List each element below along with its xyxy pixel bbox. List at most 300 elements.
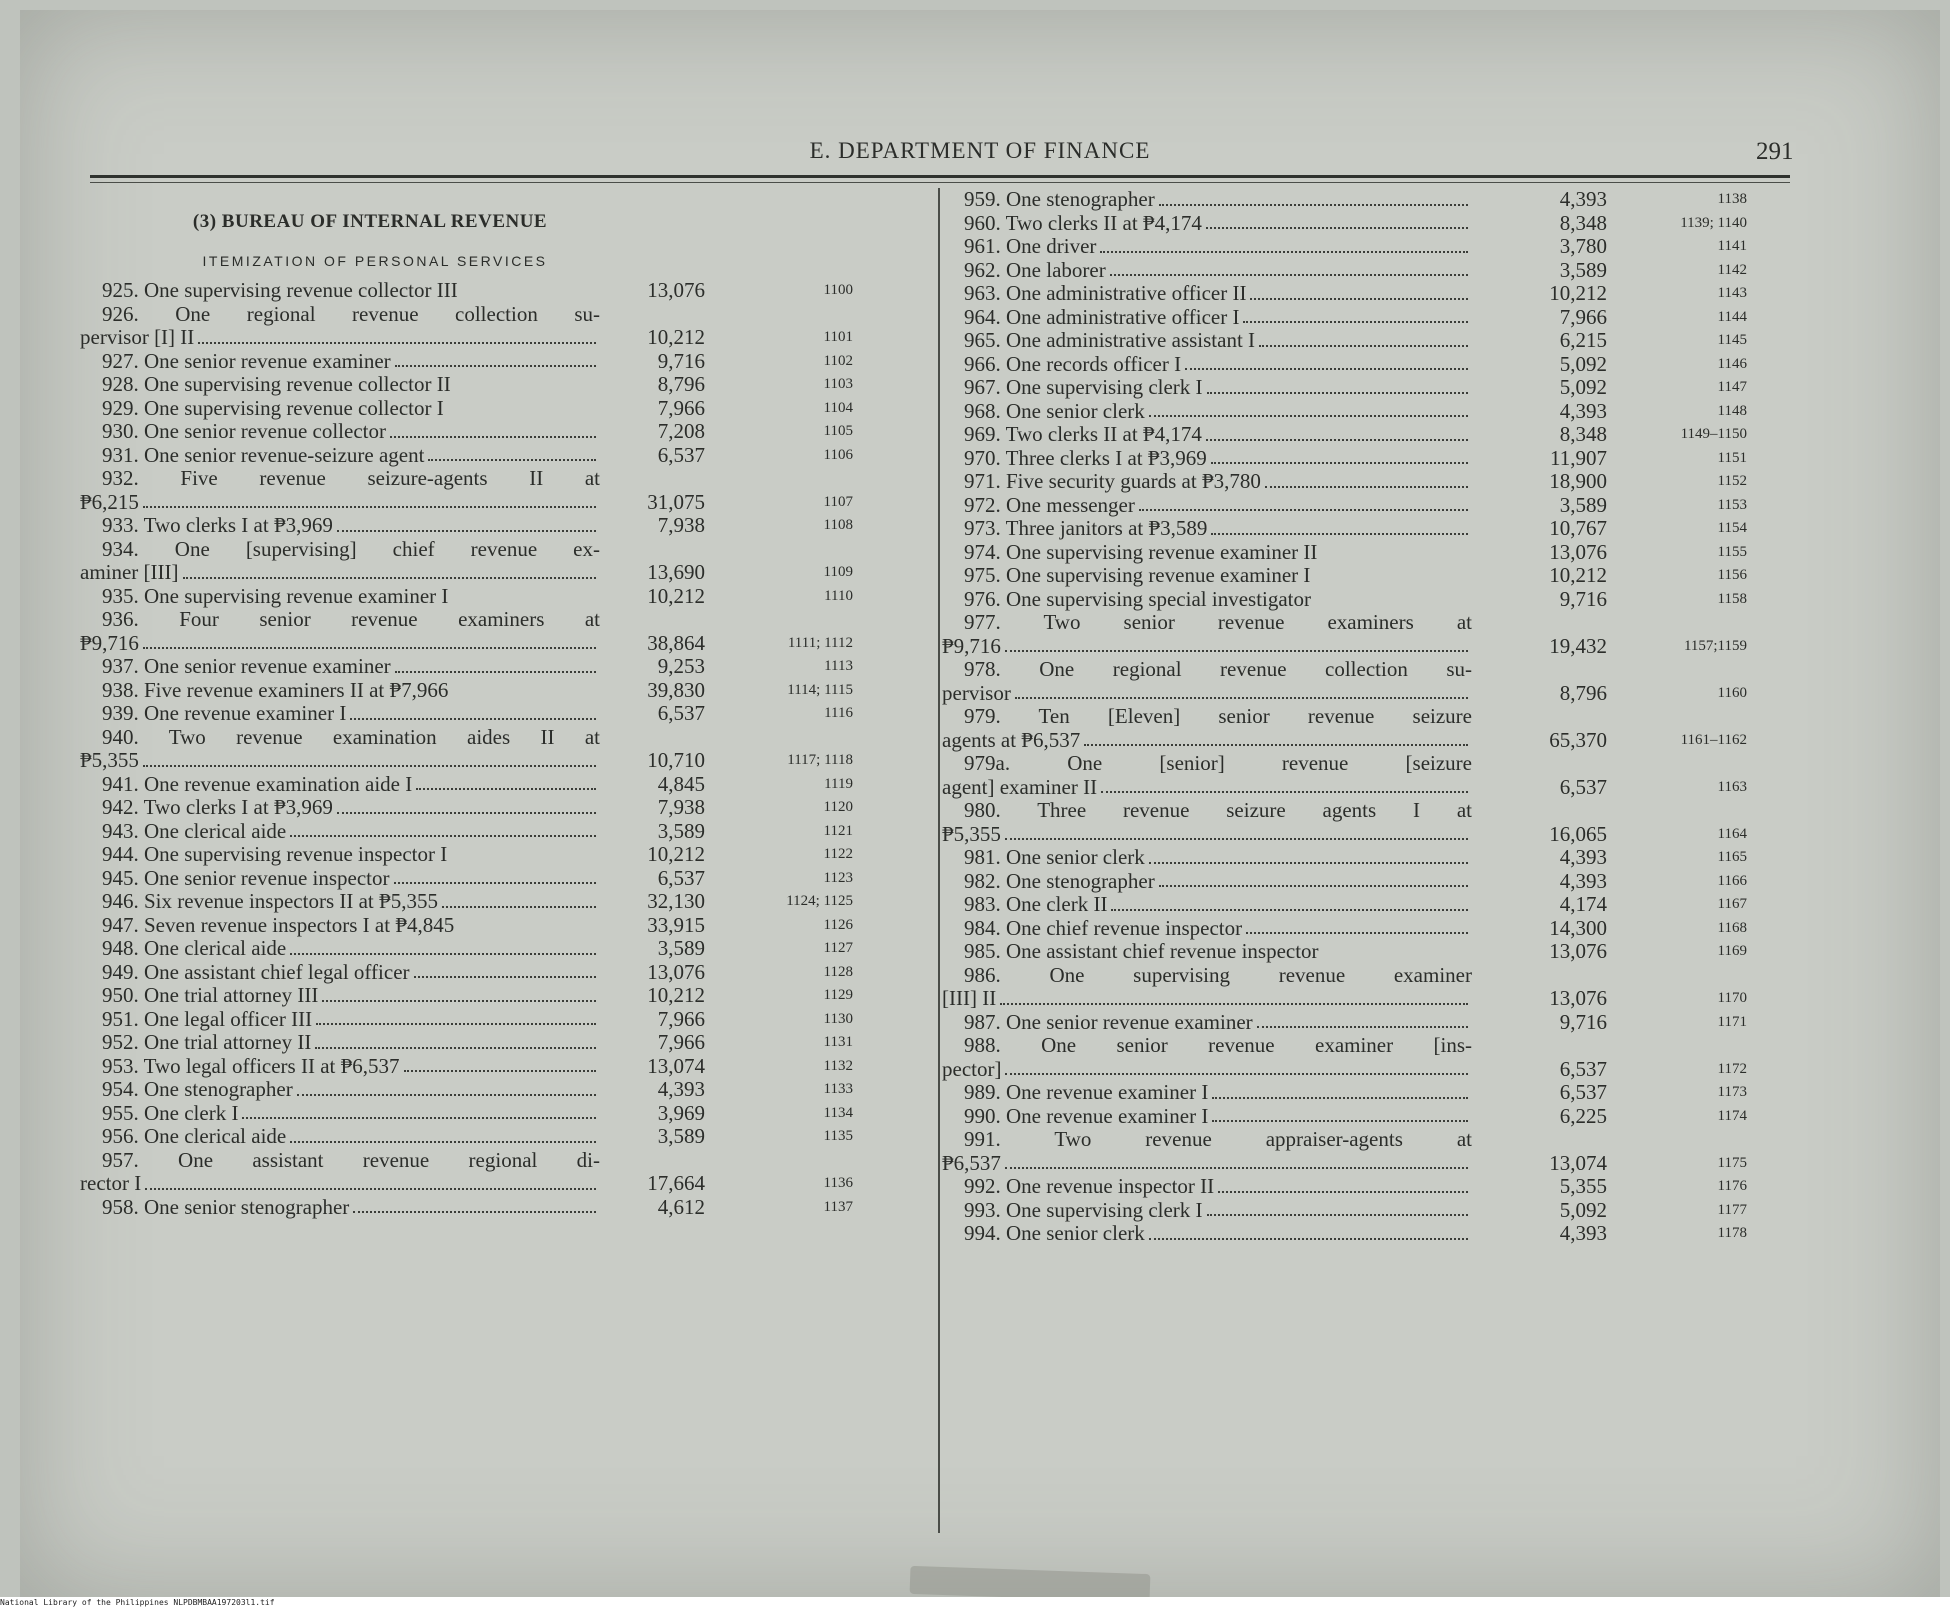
item-text: 976. One supervising special investigator xyxy=(964,586,1312,611)
item-text: 955. One clerk I xyxy=(102,1100,239,1125)
item-reference: 1170 xyxy=(1717,990,1747,1006)
item-line xyxy=(80,914,600,938)
item-amount: 3,589 xyxy=(1559,492,1607,517)
item-text: 942. Two clerks I at ₱3,969 xyxy=(102,795,333,819)
item-amount: 4,393 xyxy=(1559,187,1607,211)
budget-item-row xyxy=(942,188,1802,212)
item-description xyxy=(80,655,600,679)
dot-leader xyxy=(1243,306,1468,324)
item-line xyxy=(80,632,600,656)
item-reference: 1161–1162 xyxy=(1680,731,1747,748)
item-line xyxy=(80,514,600,538)
item-amount: 10,212 xyxy=(647,325,705,349)
dot-leader xyxy=(1149,846,1468,864)
item-text: 960. Two clerks II at ₱4,174 xyxy=(964,210,1202,235)
item-description xyxy=(942,846,1472,870)
item-line xyxy=(942,400,1472,424)
item-amount: 6,537 xyxy=(1559,1056,1607,1081)
item-line xyxy=(942,776,1472,800)
item-description xyxy=(80,1102,600,1126)
dot-leader xyxy=(458,914,596,932)
budget-item-row xyxy=(80,1055,930,1079)
item-reference: 1135 xyxy=(823,1128,853,1144)
budget-item-row xyxy=(80,303,930,350)
budget-item-row xyxy=(942,1011,1802,1035)
budget-item-row xyxy=(942,517,1802,541)
item-line xyxy=(942,893,1472,917)
item-description xyxy=(942,447,1472,471)
budget-item-row xyxy=(80,1149,930,1196)
dot-leader xyxy=(1315,588,1468,606)
item-line xyxy=(942,376,1472,400)
item-description xyxy=(80,914,600,938)
item-reference: 1132 xyxy=(823,1057,853,1074)
dot-leader xyxy=(143,749,596,767)
item-text: 970. Three clerks I at ₱3,969 xyxy=(964,445,1207,470)
item-description xyxy=(942,329,1472,353)
item-line xyxy=(80,1125,600,1149)
item-line xyxy=(80,867,600,891)
item-text: 940. Two revenue examination aides II at xyxy=(102,724,600,749)
item-description xyxy=(942,1011,1472,1035)
item-text: 951. One legal officer III xyxy=(102,1006,313,1031)
item-amount: 13,076 xyxy=(1549,986,1607,1010)
dot-leader xyxy=(1159,188,1468,206)
dot-leader xyxy=(1101,776,1468,794)
item-text: 927. One senior revenue examiner xyxy=(102,348,391,373)
budget-item-row xyxy=(80,1078,930,1102)
item-text: 965. One administrative assistant I xyxy=(964,328,1256,352)
item-text: 935. One supervising revenue examiner I xyxy=(102,583,449,608)
item-description xyxy=(942,658,1472,705)
budget-item-row xyxy=(942,964,1802,1011)
budget-item-row xyxy=(80,373,930,397)
item-amount: 6,537 xyxy=(657,442,705,467)
right-column xyxy=(942,188,1802,1246)
item-description xyxy=(942,1199,1472,1223)
dot-leader xyxy=(242,1102,596,1120)
item-reference: 1143 xyxy=(1717,285,1747,301)
item-description xyxy=(80,1125,600,1149)
item-amount: 13,074 xyxy=(647,1053,705,1078)
item-description xyxy=(80,961,600,985)
budget-item-row xyxy=(942,329,1802,353)
item-reference: 1121 xyxy=(823,822,853,839)
item-description xyxy=(942,517,1472,541)
budget-item-row xyxy=(942,235,1802,259)
item-line xyxy=(80,397,600,421)
item-line xyxy=(80,1172,600,1196)
item-amount: 13,076 xyxy=(647,959,705,984)
item-text: 932. Five revenue seizure-agents II at xyxy=(102,466,600,490)
item-line xyxy=(80,820,600,844)
dot-leader xyxy=(1323,940,1468,958)
item-amount: 13,074 xyxy=(1549,1150,1607,1175)
item-line xyxy=(942,611,1472,635)
item-line xyxy=(80,843,600,867)
dot-leader xyxy=(1257,1011,1468,1029)
item-text: 931. One senior revenue-seizure agent xyxy=(102,442,425,467)
document-page xyxy=(20,10,1940,1600)
budget-item-row xyxy=(942,282,1802,306)
budget-item-row xyxy=(80,608,930,655)
item-description xyxy=(80,303,600,350)
item-reference: 1103 xyxy=(823,376,853,392)
item-reference: 1123 xyxy=(823,869,853,886)
item-line xyxy=(80,1031,600,1055)
item-text: 954. One stenographer xyxy=(102,1077,293,1101)
item-reference: 1146 xyxy=(1717,355,1747,372)
item-reference: 1134 xyxy=(823,1104,853,1121)
item-line xyxy=(942,306,1472,330)
item-line xyxy=(942,517,1472,541)
dot-leader xyxy=(462,279,596,297)
budget-item-row xyxy=(80,961,930,985)
item-line xyxy=(942,870,1472,894)
item-text: 989. One revenue examiner I xyxy=(964,1080,1209,1104)
item-reference: 1116 xyxy=(824,705,853,721)
item-description xyxy=(942,235,1472,259)
dot-leader xyxy=(414,961,596,979)
item-text: 986. One supervising revenue examiner xyxy=(964,962,1472,987)
item-line xyxy=(80,303,600,327)
budget-item-row xyxy=(942,870,1802,894)
budget-item-row xyxy=(80,1008,930,1032)
item-amount: 7,966 xyxy=(657,395,705,420)
item-line xyxy=(80,1196,600,1220)
dot-leader xyxy=(1321,541,1468,559)
item-reference: 1172 xyxy=(1717,1060,1747,1077)
budget-item-row xyxy=(80,820,930,844)
item-text: 991. Two revenue appraiser-agents at xyxy=(964,1127,1472,1151)
item-amount: 7,966 xyxy=(657,1030,705,1054)
item-line xyxy=(80,326,600,350)
item-text: 958. One senior stenographer xyxy=(102,1194,350,1219)
item-amount: 10,212 xyxy=(647,583,705,608)
item-description xyxy=(80,937,600,961)
item-text: 937. One senior revenue examiner xyxy=(102,654,391,678)
item-line xyxy=(80,1102,600,1126)
item-description xyxy=(80,279,600,303)
item-amount: 13,076 xyxy=(1549,939,1607,963)
item-text: ₱5,355 xyxy=(80,748,139,772)
dot-leader xyxy=(452,585,596,603)
item-line xyxy=(80,1078,600,1102)
item-line xyxy=(80,655,600,679)
item-description xyxy=(942,1128,1472,1175)
item-text: 963. One administrative officer II xyxy=(964,281,1247,305)
item-description xyxy=(80,608,600,655)
item-amount: 4,612 xyxy=(657,1194,705,1219)
item-description xyxy=(80,843,600,867)
item-amount: 3,589 xyxy=(657,936,705,960)
item-description xyxy=(942,1175,1472,1199)
item-line xyxy=(942,423,1472,447)
item-line xyxy=(80,961,600,985)
item-reference: 1119 xyxy=(824,775,853,792)
item-text: 973. Three janitors at ₱3,589 xyxy=(964,516,1208,540)
item-line xyxy=(942,212,1472,236)
item-amount: 5,092 xyxy=(1559,1197,1607,1222)
item-description xyxy=(80,373,600,397)
item-line xyxy=(942,447,1472,471)
dot-leader xyxy=(1000,987,1468,1005)
item-reference: 1157;1159 xyxy=(1683,637,1747,654)
dot-leader xyxy=(1149,1222,1468,1240)
item-line xyxy=(80,796,600,820)
item-line xyxy=(942,823,1472,847)
item-reference: 1175 xyxy=(1717,1154,1747,1171)
budget-item-row xyxy=(942,470,1802,494)
item-line xyxy=(942,729,1472,753)
budget-item-row xyxy=(942,259,1802,283)
item-text: ₱6,215 xyxy=(80,489,139,514)
item-description xyxy=(80,1149,600,1196)
item-text: 982. One stenographer xyxy=(964,868,1155,893)
item-description xyxy=(80,702,600,726)
item-description xyxy=(942,282,1472,306)
item-text: 930. One senior revenue collector xyxy=(102,419,386,443)
section-title: (3) BUREAU OF INTERNAL REVENUE xyxy=(192,211,548,232)
item-text: 974. One supervising revenue examiner II xyxy=(964,539,1318,564)
item-text: pervisor [I] II xyxy=(80,325,195,349)
item-amount: 4,393 xyxy=(1559,1221,1607,1245)
budget-item-row xyxy=(80,655,930,679)
right-item-list xyxy=(942,188,1802,1246)
item-line xyxy=(942,1011,1472,1035)
budget-item-row xyxy=(942,376,1802,400)
item-line xyxy=(80,890,600,914)
dot-leader xyxy=(428,444,596,462)
item-text: 983. One clerk II xyxy=(964,892,1108,916)
item-line xyxy=(942,188,1472,212)
dot-leader xyxy=(1265,470,1468,488)
budget-item-row xyxy=(80,444,930,468)
budget-item-row xyxy=(80,1196,930,1220)
item-reference: 1171 xyxy=(1717,1013,1747,1030)
budget-item-row xyxy=(942,1222,1802,1246)
item-line xyxy=(942,705,1472,729)
item-reference: 1120 xyxy=(823,799,853,815)
budget-item-row xyxy=(942,353,1802,377)
item-reference: 1101 xyxy=(823,329,853,345)
budget-item-row xyxy=(942,588,1802,612)
item-text: [III] II xyxy=(942,986,997,1010)
item-text: 990. One revenue examiner I xyxy=(964,1103,1209,1128)
item-reference: 1177 xyxy=(1717,1201,1747,1218)
item-reference: 1108 xyxy=(823,517,853,533)
dot-leader xyxy=(1206,212,1468,230)
item-line xyxy=(942,1199,1472,1223)
dot-leader xyxy=(451,843,596,861)
item-line xyxy=(80,373,600,397)
item-amount: 65,370 xyxy=(1549,727,1607,752)
item-description xyxy=(80,679,600,703)
dot-leader xyxy=(183,561,596,579)
item-reference: 1136 xyxy=(823,1175,853,1191)
item-line xyxy=(942,1152,1472,1176)
item-line xyxy=(942,682,1472,706)
item-reference: 1160 xyxy=(1717,684,1747,701)
item-line xyxy=(80,608,600,632)
budget-item-row xyxy=(80,914,930,938)
item-line xyxy=(942,259,1472,283)
item-reference: 1105 xyxy=(823,423,853,439)
item-amount: 31,075 xyxy=(647,489,705,514)
dot-leader xyxy=(390,420,596,438)
budget-item-row xyxy=(942,564,1802,588)
item-reference: 1106 xyxy=(823,446,853,463)
item-text: 925. One supervising revenue collector III xyxy=(102,278,458,302)
item-text: 977. Two senior revenue examiners at xyxy=(964,610,1472,634)
item-description xyxy=(80,514,600,538)
item-text: 946. Six revenue inspectors II at ₱5,355 xyxy=(102,889,438,913)
budget-item-row xyxy=(942,917,1802,941)
item-reference: 1104 xyxy=(823,399,853,416)
item-line xyxy=(80,561,600,585)
item-reference: 1149–1150 xyxy=(1680,426,1747,442)
item-amount: 39,830 xyxy=(647,677,705,702)
item-line xyxy=(942,235,1472,259)
running-head: E. DEPARTMENT OF FINANCE xyxy=(809,138,1151,163)
left-item-list xyxy=(80,279,930,1219)
item-amount: 14,300 xyxy=(1549,915,1607,940)
item-line xyxy=(80,491,600,515)
item-amount: 4,393 xyxy=(1559,845,1607,869)
item-text: 928. One supervising revenue collector II xyxy=(102,372,451,396)
item-text: 972. One messenger xyxy=(964,492,1135,517)
item-description xyxy=(80,1031,600,1055)
dot-leader xyxy=(1111,893,1468,911)
item-reference: 1164 xyxy=(1717,825,1747,842)
item-reference: 1113 xyxy=(824,658,853,674)
dot-leader xyxy=(290,1125,596,1143)
item-reference: 1138 xyxy=(1717,191,1747,207)
budget-item-row xyxy=(80,890,930,914)
item-reference: 1127 xyxy=(823,940,853,956)
item-line xyxy=(942,470,1472,494)
dot-leader xyxy=(143,632,596,650)
budget-item-row xyxy=(80,1031,930,1055)
dot-leader xyxy=(315,1031,596,1049)
item-text: 979. Ten [Eleven] senior revenue seizure xyxy=(964,704,1472,728)
item-line xyxy=(942,1081,1472,1105)
item-text: 926. One regional revenue collection su- xyxy=(102,301,600,326)
item-text: 984. One chief revenue inspector xyxy=(964,915,1243,940)
item-amount: 19,432 xyxy=(1549,633,1607,658)
item-reference: 1173 xyxy=(1717,1084,1747,1100)
item-text: agent] examiner II xyxy=(942,774,1098,799)
item-description xyxy=(942,541,1472,565)
budget-item-row xyxy=(942,1081,1802,1105)
item-text: 934. One [supervising] chief revenue ex- xyxy=(102,536,600,561)
item-amount: 6,215 xyxy=(1559,328,1607,352)
item-amount: 8,348 xyxy=(1559,422,1607,446)
budget-item-row xyxy=(80,279,930,303)
item-description xyxy=(80,397,600,421)
item-text: 949. One assistant chief legal officer xyxy=(102,959,410,984)
budget-item-row xyxy=(942,400,1802,424)
item-description xyxy=(942,494,1472,518)
item-line xyxy=(942,940,1472,964)
budget-item-row xyxy=(80,773,930,797)
item-reference: 1102 xyxy=(823,352,853,369)
item-amount: 8,796 xyxy=(657,372,705,396)
budget-item-row xyxy=(942,611,1802,658)
item-amount: 10,212 xyxy=(1549,563,1607,587)
item-text: 943. One clerical aide xyxy=(102,818,287,843)
item-text: 969. Two clerks II at ₱4,174 xyxy=(964,422,1202,446)
item-reference: 1114; 1115 xyxy=(787,681,853,698)
budget-item-row xyxy=(80,514,930,538)
item-text: ₱9,716 xyxy=(80,630,139,655)
item-text: 950. One trial attorney III xyxy=(102,983,319,1007)
item-amount: 5,355 xyxy=(1559,1174,1607,1198)
item-description xyxy=(942,423,1472,447)
item-description xyxy=(80,820,600,844)
item-text: 959. One stenographer xyxy=(964,187,1155,211)
item-text: pector] xyxy=(942,1056,1002,1081)
item-line xyxy=(942,353,1472,377)
item-text: aminer [III] xyxy=(80,560,179,584)
header-rule-thin xyxy=(90,182,1790,183)
dot-leader xyxy=(1139,494,1468,512)
budget-item-row xyxy=(942,212,1802,236)
budget-item-row xyxy=(942,423,1802,447)
item-text: 966. One records officer I xyxy=(964,351,1182,376)
scan-footer: National Library of the Philippines NLPDBMBAA197203l1.tif xyxy=(0,1597,1950,1609)
dot-leader xyxy=(322,984,596,1002)
dot-leader xyxy=(1212,1081,1468,1099)
item-text: agents at ₱6,537 xyxy=(942,727,1081,752)
item-description xyxy=(942,306,1472,330)
item-line xyxy=(80,1149,600,1173)
item-reference: 1154 xyxy=(1717,520,1747,536)
budget-item-row xyxy=(80,984,930,1008)
item-line xyxy=(942,564,1472,588)
dot-leader xyxy=(1015,682,1468,700)
item-description xyxy=(80,773,600,797)
item-reference: 1169 xyxy=(1717,943,1747,959)
item-line xyxy=(942,752,1472,776)
item-amount: 18,900 xyxy=(1549,469,1607,493)
dot-leader xyxy=(1246,917,1468,935)
item-amount: 17,664 xyxy=(647,1171,705,1195)
item-description xyxy=(942,893,1472,917)
budget-item-row xyxy=(942,494,1802,518)
item-line xyxy=(942,588,1472,612)
item-text: 964. One administrative officer I xyxy=(964,304,1240,329)
item-amount: 13,076 xyxy=(1549,539,1607,564)
budget-item-row xyxy=(80,350,930,374)
dot-leader xyxy=(353,1196,596,1214)
item-description xyxy=(80,420,600,444)
item-line xyxy=(80,1008,600,1032)
item-description xyxy=(942,705,1472,752)
item-line xyxy=(80,467,600,491)
item-description xyxy=(942,940,1472,964)
item-description xyxy=(80,467,600,514)
item-text: 952. One trial attorney II xyxy=(102,1030,312,1054)
item-reference: 1156 xyxy=(1717,567,1747,583)
item-amount: 6,537 xyxy=(1559,1080,1607,1104)
item-line xyxy=(942,494,1472,518)
item-reference: 1174 xyxy=(1717,1107,1747,1124)
item-line xyxy=(942,964,1472,988)
item-description xyxy=(942,1034,1472,1081)
item-reference: 1167 xyxy=(1717,896,1747,912)
item-reference: 1137 xyxy=(823,1198,853,1215)
